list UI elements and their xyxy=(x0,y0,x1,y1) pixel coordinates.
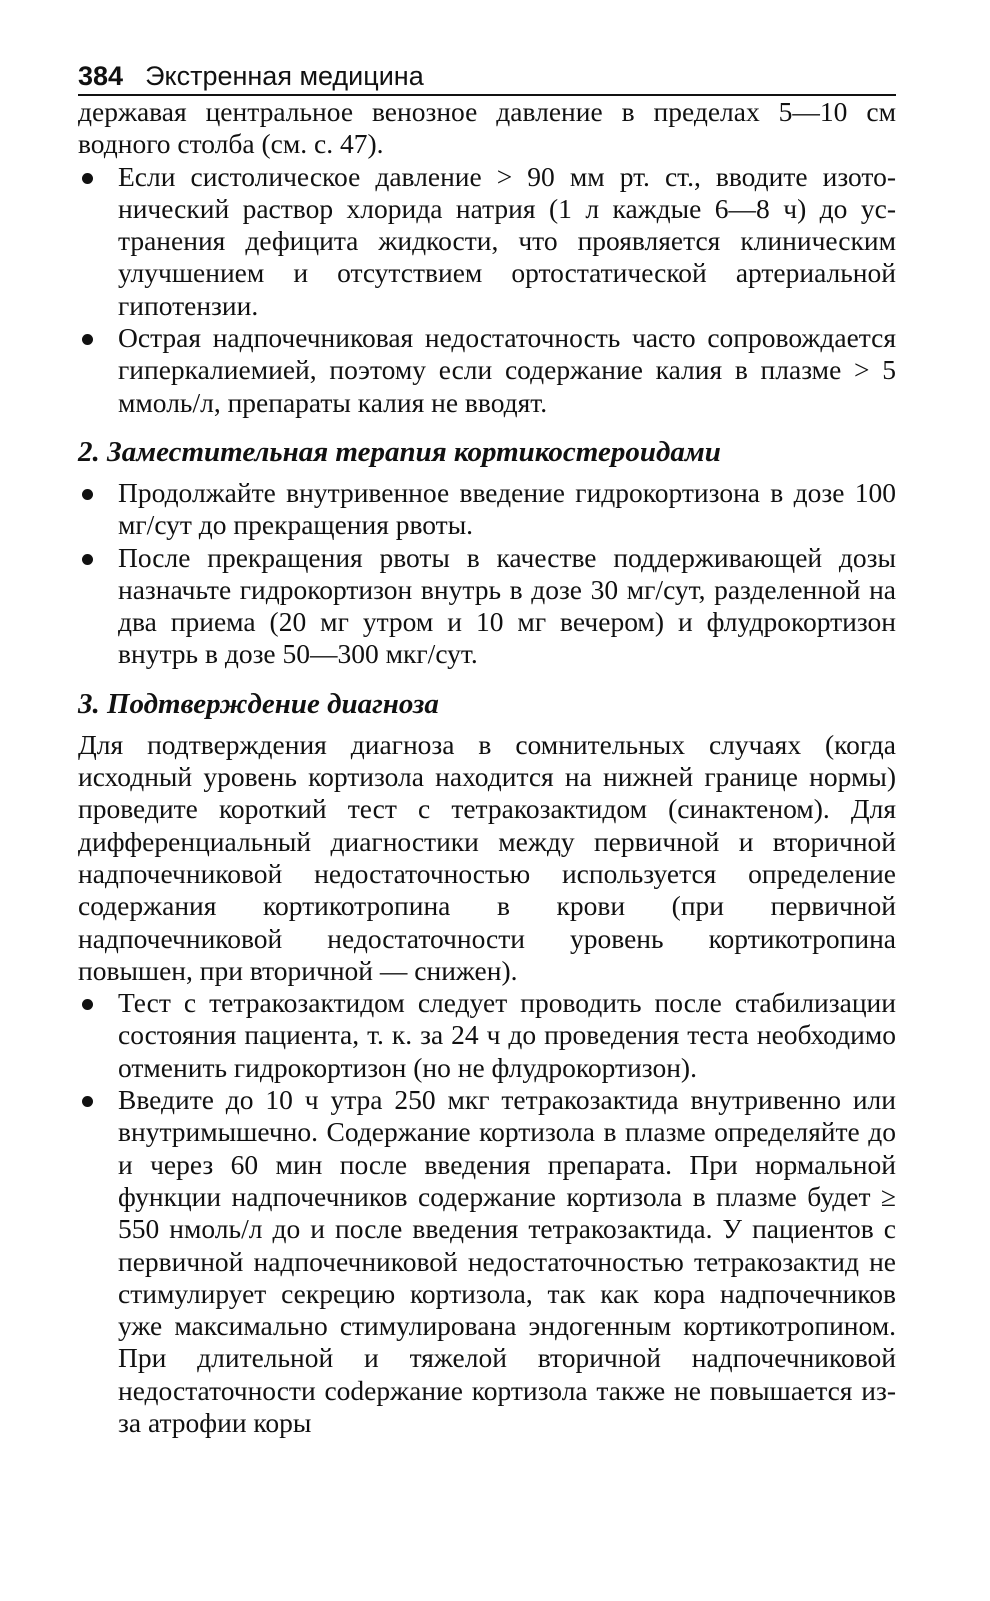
section-heading: 3. Подтверждение диагноза xyxy=(78,687,439,720)
list-item xyxy=(78,322,896,419)
bullet-icon xyxy=(82,554,93,565)
book-page xyxy=(78,60,896,1439)
list-item xyxy=(78,161,896,322)
list-item-text: Введите до 10 ч утра 250 мкг тетракозактида внутривенно или внутримышечно. Содержание кортизола в плазме определяйте до и через 60 мин после введения препарата. При нормальной функции надпочечников содержание кортизола в плазме будет ≥ 550 нмоль/л до и после введения тетракозактида. У пациентов с первичной надпочечниковой недостаточностью тетракозактид не стимулирует секрецию кортизола, так как кора надпочечников уже максимально стимулирована эндогенным кортикотропином. При длительной и тяжелой вторичной надпочечниковой недостаточности соdержание кортизола также не повышается из-за атрофии коры xyxy=(118,1084,896,1438)
list-item-text: Тест с тетракозактидом следует проводить после стабилизации состояния пациента, т. к. за 24 ч до проведения теста необходимо отменить гидрокортизон (но не флудрокортизон). xyxy=(118,987,896,1083)
page-body xyxy=(78,96,896,1439)
bullet-icon xyxy=(82,173,93,184)
body-paragraph: Для подтверждения диагноза в сомнительных случаях (когда исходный уровень кортизола находится на нижней границе нормы) проведите короткий тест с тетракозактидом (синактеном). Для дифференциальный диагностики между первичной и вторичной надпочечниковой недостаточностью используется определение содержания кортикотропина в крови (при первичной надпочечниковой недостаточности уровень кортикотропина повышен, при вторичной — снижен). xyxy=(78,728,896,986)
section-heading: 2. Заместительная терапия кортикостероидами xyxy=(78,435,721,468)
bullet-icon xyxy=(82,999,93,1010)
running-title: Экстренная медицина xyxy=(145,61,424,91)
list-item-text: Если систолическое давление > 90 мм рт. ст., вводите изотонический раствор хлорида натрия (1 л каждые 6—8 ч) до устранения дефицита жидкости, что проявляется клиническим улучшением и отсутствием ортостатической артериальной гипотензии. xyxy=(118,160,896,321)
list-item xyxy=(78,477,896,542)
list-item xyxy=(78,987,896,1084)
bullet-list-replacement-therapy xyxy=(78,477,896,671)
bullet-icon xyxy=(82,334,93,345)
bullet-list-diagnosis xyxy=(78,987,896,1439)
bullet-icon xyxy=(82,489,93,500)
list-item xyxy=(78,542,896,671)
list-item-text: После прекращения рвоты в качестве поддерживающей дозы назначьте гидрокортизон внутрь в дозе 30 мг/сут, разделенной на два приема (20 мг утром и 10 мг вечером) и флудрокортизон внутрь в дозе 50—300 мкг/сут. xyxy=(118,541,896,670)
running-header xyxy=(78,60,896,96)
bullet-icon xyxy=(82,1096,93,1107)
bullet-list-fluids xyxy=(78,161,896,419)
list-item-text: Продолжайте внутривенное введение гидрокортизона в дозе 100 мг/сут до прекращения рвоты. xyxy=(118,476,896,541)
continuation-paragraph: державая центральное венозное давление в пределах 5—10 см водного столба (см. с. 47). xyxy=(78,96,896,160)
list-item-text: Острая надпочечниковая недостаточность часто сопровождается гиперкалиемией, поэтому если содержание калия в плазме > 5 ммоль/л, препараты калия не вводят. xyxy=(118,322,896,418)
list-item xyxy=(78,1084,896,1439)
page-number: 384 xyxy=(78,61,124,91)
